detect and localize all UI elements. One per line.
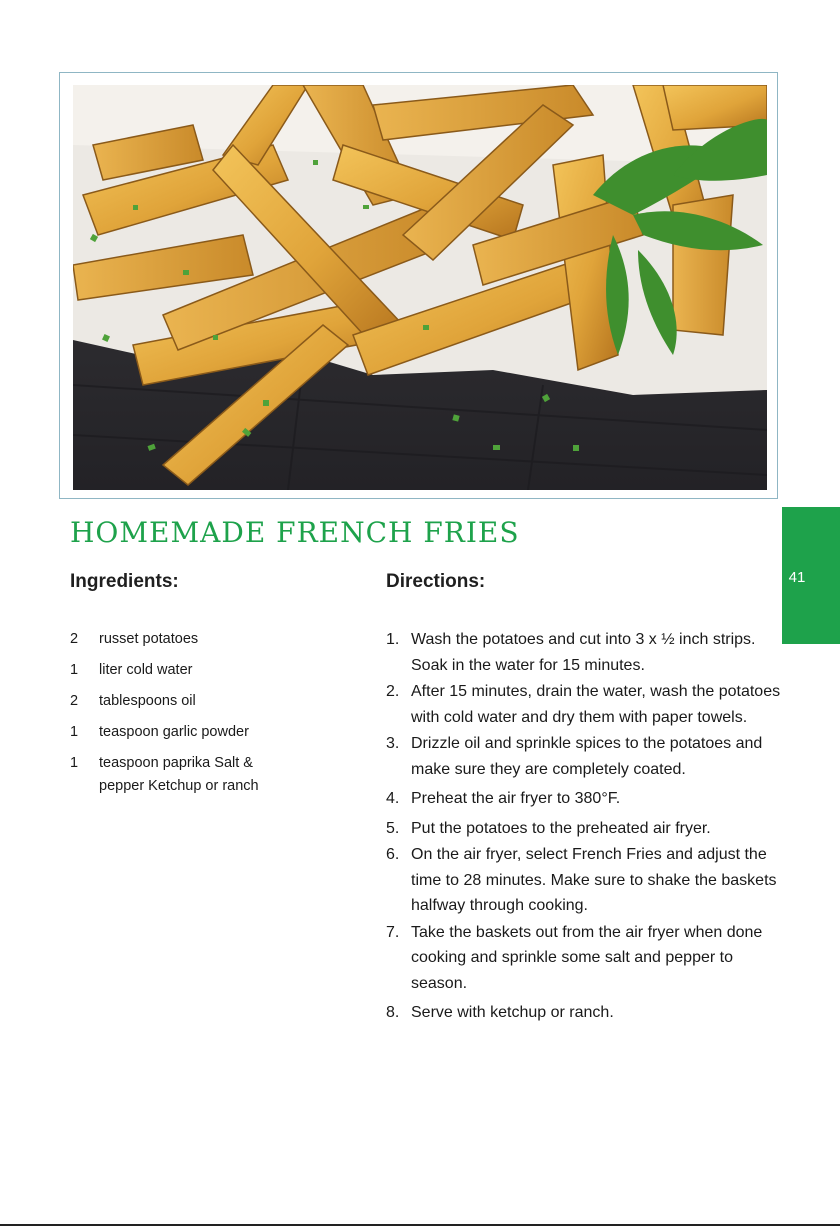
step-text: Drizzle oil and sprinkle spices to the potatoes and make sure they are completely coated.	[411, 735, 763, 778]
ingredient-name: teaspoon garlic powder	[99, 724, 249, 740]
directions-heading: Directions:	[386, 571, 486, 592]
ingredient-quantity: 1	[70, 724, 79, 740]
ingredient-quantity: 2	[70, 693, 79, 709]
step-number: 2.	[386, 683, 400, 700]
ingredients-heading: Ingredients:	[70, 571, 179, 592]
ingredient-name: tablespoons oil	[99, 693, 196, 709]
step-number: 4.	[386, 790, 400, 807]
direction-step	[386, 842, 790, 919]
step-text: After 15 minutes, drain the water, wash the potatoes with cold water and dry them with paper towels.	[411, 683, 781, 726]
step-text: Serve with ketchup or ranch.	[411, 1004, 614, 1021]
directions-list	[386, 627, 790, 1027]
ingredient-name: teaspoon paprika Salt &	[99, 755, 253, 771]
photo-frame	[59, 72, 778, 499]
ingredient-item	[70, 628, 350, 659]
step-number: 3.	[386, 735, 400, 752]
step-number: 7.	[386, 923, 400, 941]
direction-step	[386, 731, 790, 782]
direction-step	[386, 920, 790, 997]
step-text: Wash the potatoes and cut into 3 x ½ inch strips. Soak in the water for 15 minutes.	[411, 631, 756, 674]
step-text: Take the baskets out from the air fryer when done cooking and sprinkle some salt and pepper to season.	[411, 923, 763, 992]
direction-step	[386, 786, 790, 812]
direction-step	[386, 816, 790, 842]
direction-step	[386, 627, 790, 678]
step-text: Put the potatoes to the preheated air fryer.	[411, 819, 711, 837]
direction-step	[386, 1000, 790, 1026]
ingredient-quantity: 1	[70, 755, 79, 771]
french-fries-photo	[73, 85, 767, 490]
ingredient-continuation: pepper Ketchup or ranch	[99, 778, 259, 794]
step-number: 1.	[386, 631, 400, 648]
ingredient-name: liter cold water	[99, 662, 193, 678]
step-text: Preheat the air fryer to 380°F.	[411, 790, 621, 807]
step-number: 6.	[386, 846, 400, 863]
ingredients-list	[70, 628, 350, 797]
ingredient-quantity: 2	[70, 631, 79, 647]
step-number: 8.	[386, 1004, 400, 1021]
recipe-title: HOMEMADE FRENCH FRIES	[70, 516, 520, 549]
step-text: On the air fryer, select French Fries and adjust the time to 28 minutes. Make sure to shake the baskets halfway through cooking.	[411, 846, 777, 914]
ingredient-quantity: 1	[70, 662, 79, 678]
ingredient-item	[70, 721, 350, 752]
step-number: 5.	[386, 819, 400, 837]
ingredient-name: russet potatoes	[99, 631, 199, 647]
page-number: 41	[788, 569, 806, 586]
page-number-tab	[782, 507, 840, 644]
ingredient-item	[70, 659, 350, 690]
direction-step	[386, 679, 790, 730]
ingredient-item	[70, 690, 350, 721]
